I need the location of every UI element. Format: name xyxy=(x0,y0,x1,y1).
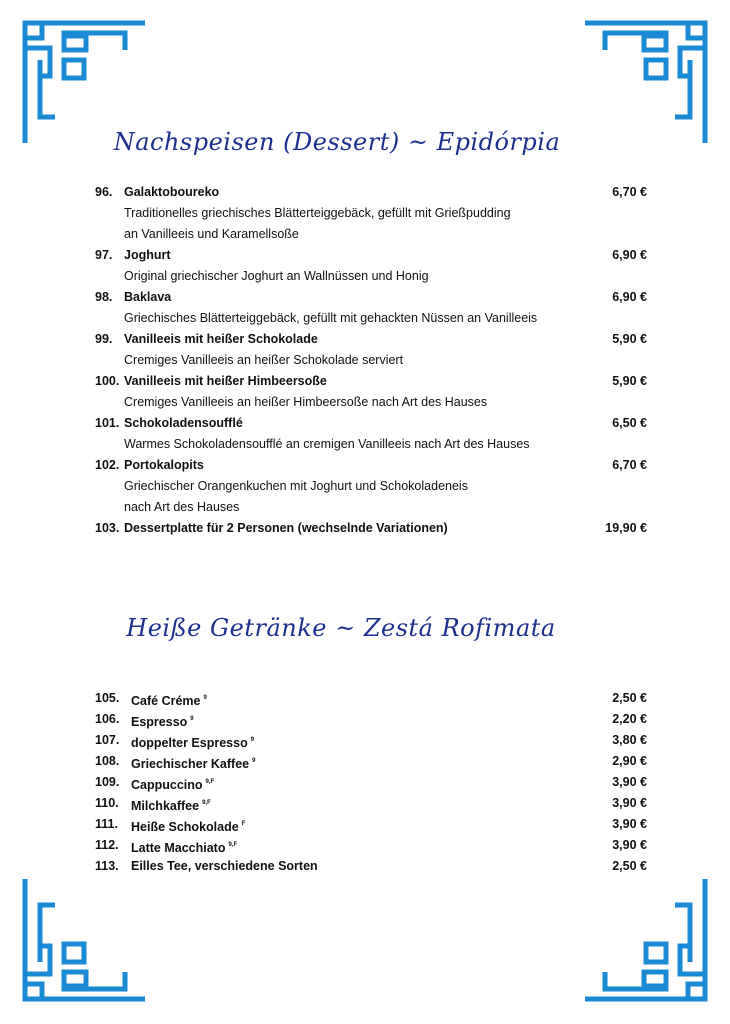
item-number: 100. xyxy=(95,374,120,388)
item-number: 112. xyxy=(95,838,119,852)
menu-item-row xyxy=(95,793,647,814)
item-price: 3,80 € xyxy=(612,733,647,747)
item-price: 2,20 € xyxy=(612,712,647,726)
allergen-note: 9,F xyxy=(205,779,215,785)
allergen-note: 9 xyxy=(250,737,255,743)
menu-item-row xyxy=(95,835,647,856)
item-number: 109. xyxy=(95,775,120,789)
item-number: 103. xyxy=(95,521,120,535)
item-name: Latte Macchiato xyxy=(131,841,226,855)
item-name: Eilles Tee, verschiedene Sorten xyxy=(131,859,318,873)
menu-item-row xyxy=(95,856,647,877)
item-description: Warmes Schokoladensoufflé an cremigen Vanilleeis nach Art des Hauses xyxy=(124,437,530,451)
item-name: Griechischer Kaffee xyxy=(131,757,250,771)
item-description: an Vanilleeis und Karamellsoße xyxy=(124,227,299,241)
menu-item-row xyxy=(95,413,647,434)
menu-item-row xyxy=(95,182,647,203)
item-name-wrap xyxy=(131,751,612,772)
menu-item-row xyxy=(95,371,647,392)
menu-item-row xyxy=(95,814,647,835)
menu-item-row xyxy=(95,455,647,476)
item-description: Griechisches Blätterteiggebäck, gefüllt mit gehackten Nüssen an Vanilleeis xyxy=(124,311,538,325)
allergen-note: 9 xyxy=(190,716,194,722)
item-number: 96. xyxy=(95,185,113,199)
item-description: Original griechischer Joghurt an Wallnüssen und Honig xyxy=(124,269,429,283)
item-number: 98. xyxy=(95,290,113,304)
item-number: 108. xyxy=(95,754,120,768)
dessert-list xyxy=(95,182,647,539)
item-name: Cappuccino xyxy=(131,778,203,792)
item-description: nach Art des Hauses xyxy=(124,500,240,514)
item-price: 6,90 € xyxy=(612,290,647,304)
item-name: Café Créme xyxy=(131,694,201,708)
item-description: Cremiges Vanilleeis an heißer Schokolade serviert xyxy=(124,353,404,367)
item-price: 5,90 € xyxy=(612,332,647,346)
item-price: 3,90 € xyxy=(612,796,647,810)
menu-item-row xyxy=(95,688,647,709)
menu-item-row xyxy=(95,772,647,793)
hot-drinks-section-title: Heiße Getränke ~ Zestá Rofimata xyxy=(126,614,556,642)
allergen-note: 9 xyxy=(203,695,207,701)
item-number: 106. xyxy=(95,712,120,726)
allergen-note: 9,F xyxy=(228,842,238,848)
item-number: 111. xyxy=(95,817,118,831)
item-price: 19,90 € xyxy=(605,521,647,535)
menu-item-row xyxy=(95,751,647,772)
item-name: Espresso xyxy=(131,715,188,729)
item-name: Schokoladensoufflé xyxy=(124,416,243,430)
item-number: 113. xyxy=(95,859,119,873)
item-number: 105. xyxy=(95,691,120,705)
item-description: Traditionelles griechisches Blätterteiggebäck, gefüllt mit Grießpudding xyxy=(124,206,511,220)
item-price: 6,70 € xyxy=(612,185,647,199)
item-number: 97. xyxy=(95,248,113,262)
greek-key-ornament-bottom-left xyxy=(20,874,150,1004)
item-number: 99. xyxy=(95,332,113,346)
item-name-wrap xyxy=(131,772,612,793)
item-name-wrap xyxy=(131,709,612,730)
menu-item-row xyxy=(95,245,647,266)
item-name: Vanilleeis mit heißer Schokolade xyxy=(124,332,318,346)
item-name: doppelter Espresso xyxy=(131,736,248,750)
item-number: 107. xyxy=(95,733,120,747)
item-name: Joghurt xyxy=(124,248,171,262)
item-price: 3,90 € xyxy=(612,775,647,789)
menu-item-row xyxy=(95,287,647,308)
menu-item-row xyxy=(95,730,647,751)
item-name: Portokalopits xyxy=(124,458,204,472)
menu-item-row xyxy=(95,709,647,730)
dessert-section-title: Nachspeisen (Dessert) ~ Epidórpia xyxy=(113,128,561,156)
item-price: 2,50 € xyxy=(612,859,647,873)
allergen-note: F xyxy=(241,821,246,827)
item-price: 6,70 € xyxy=(612,458,647,472)
item-name-wrap xyxy=(131,814,612,835)
item-name-wrap xyxy=(131,730,612,751)
hot-drinks-list xyxy=(95,688,647,877)
item-number: 102. xyxy=(95,458,120,472)
item-price: 2,50 € xyxy=(612,691,647,705)
item-name: Heiße Schokolade xyxy=(131,820,239,834)
greek-key-ornament-bottom-right xyxy=(580,874,710,1004)
item-name: Dessertplatte für 2 Personen (wechselnde Variationen) xyxy=(124,521,448,535)
item-name-wrap xyxy=(131,793,612,814)
item-name: Vanilleeis mit heißer Himbeersoße xyxy=(124,374,327,388)
item-price: 6,50 € xyxy=(612,416,647,430)
item-price: 3,90 € xyxy=(612,838,647,852)
item-description: Cremiges Vanilleeis an heißer Himbeersoße nach Art des Hauses xyxy=(124,395,488,409)
allergen-note: 9 xyxy=(252,758,256,764)
item-number: 101. xyxy=(95,416,120,430)
item-name-wrap xyxy=(131,688,612,709)
item-name-wrap xyxy=(131,835,612,856)
item-price: 3,90 € xyxy=(612,817,647,831)
item-name: Milchkaffee xyxy=(131,799,200,813)
menu-item-row xyxy=(95,329,647,350)
menu-item-row xyxy=(95,518,647,539)
item-price: 2,90 € xyxy=(612,754,647,768)
item-description: Griechischer Orangenkuchen mit Joghurt und Schokoladeneis xyxy=(124,479,468,493)
item-name: Galaktoboureko xyxy=(124,185,220,199)
item-name-wrap xyxy=(131,856,612,877)
item-number: 110. xyxy=(95,796,119,810)
item-price: 6,90 € xyxy=(612,248,647,262)
allergen-note: 9,F xyxy=(202,800,211,806)
item-price: 5,90 € xyxy=(612,374,647,388)
item-name: Baklava xyxy=(124,290,172,304)
